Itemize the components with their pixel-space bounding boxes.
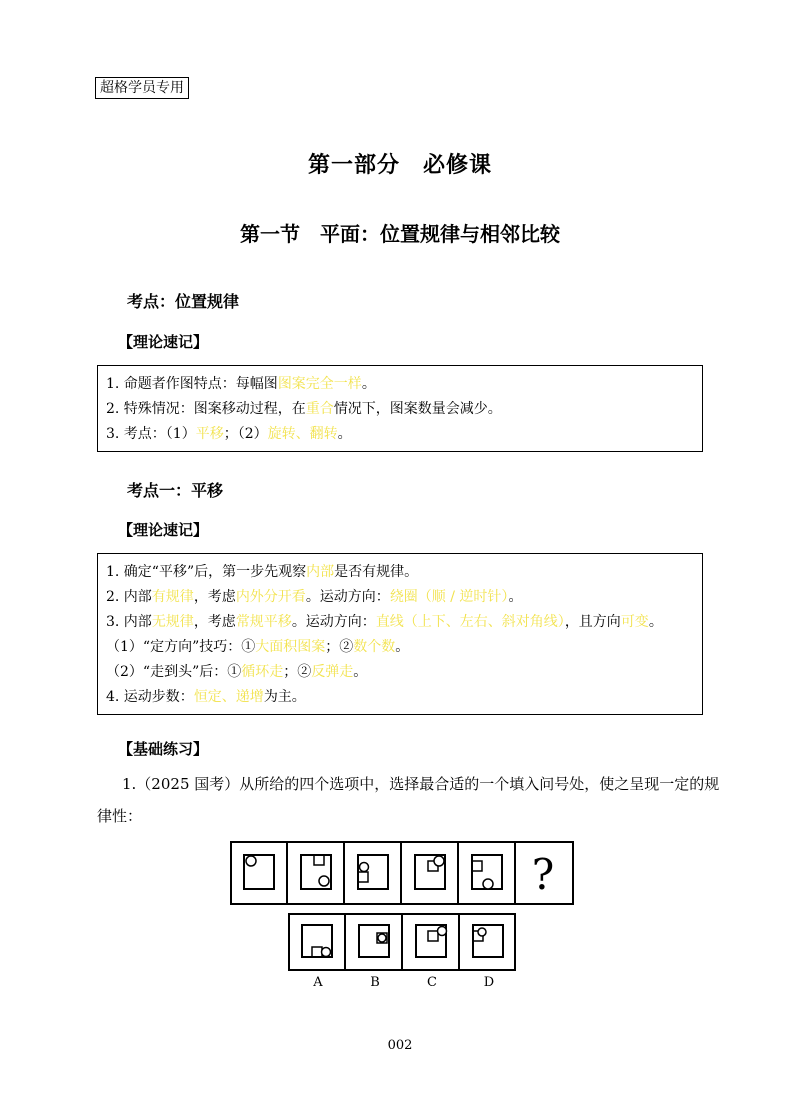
option-a-label: A	[313, 975, 323, 990]
notes-text: 。	[353, 664, 368, 680]
notes-text: 2. 特殊情况：图案移动过程，在	[106, 401, 306, 417]
notes-text: 。运动方向：	[305, 589, 390, 605]
highlighted-text: 图案完全一样	[277, 376, 362, 392]
notes-text: 。	[395, 639, 410, 655]
notes-text: 。	[361, 376, 376, 392]
highlighted-text: 旋转、翻转	[267, 426, 338, 442]
notes-line	[106, 372, 694, 397]
highlighted-text: 常规平移	[235, 614, 292, 630]
highlighted-text: 循环走	[241, 664, 284, 680]
highlighted-text: 绕圈（顺 / 逆时针）	[389, 589, 509, 605]
topic-notes-label: 【理论速记】	[118, 333, 209, 351]
highlighted-text: 重合	[305, 401, 334, 417]
highlighted-text: 反弹走	[311, 664, 354, 680]
notes-text: 1. 命题者作图特点：每幅图	[106, 376, 278, 392]
notes-text: 。运动方向：	[291, 614, 376, 630]
highlighted-text: 平移	[195, 426, 224, 442]
topic-title: 考点：位置规律	[127, 292, 240, 311]
notes-line	[106, 610, 694, 635]
notes-text: ，考虑	[193, 589, 236, 605]
notes-text: ；②	[325, 639, 354, 655]
option-b-figure	[359, 925, 389, 957]
options-figure	[288, 913, 516, 971]
notes-line	[106, 685, 694, 710]
option-b-label: B	[370, 975, 380, 990]
notes-text: ；（2）	[223, 426, 268, 442]
option-a-figure	[302, 925, 332, 957]
notes-text: ，考虑	[193, 614, 236, 630]
notes-text: 。	[508, 589, 523, 605]
section-title: 第一节 平面：位置规律与相邻比较	[240, 222, 560, 246]
page-number: 002	[387, 1038, 413, 1053]
notes-text: 情况下，图案数量会减少。	[333, 401, 502, 417]
notes-text: 4. 运动步数：	[106, 689, 194, 705]
sequence-cell-1	[244, 855, 274, 889]
highlighted-text: 直线（上下、左右、斜对角线）	[375, 614, 565, 630]
notes-text: 3. 考点：（1）	[106, 426, 196, 442]
notes-line	[106, 422, 694, 447]
option-c-figure	[416, 925, 447, 957]
highlighted-text: 大面积图案	[255, 639, 326, 655]
sequence-cell-5	[472, 855, 502, 889]
option-d-figure	[473, 925, 503, 957]
highlighted-text: 无规律	[151, 614, 194, 630]
sequence-cell-4	[415, 855, 445, 889]
notes-text: （1）“定方向”技巧：①	[106, 639, 256, 655]
highlighted-text: 有规律	[151, 589, 194, 605]
notes-text: 为主。	[263, 689, 306, 705]
highlighted-text: 数个数	[353, 639, 396, 655]
option-d-label: D	[483, 975, 495, 990]
highlighted-text: 可变	[620, 614, 649, 630]
topic-notes-box	[97, 365, 703, 452]
notes-line	[106, 397, 694, 422]
highlighted-text: 恒定、递增	[193, 689, 264, 705]
notes-line	[106, 660, 694, 685]
notes-text: 。	[648, 614, 663, 630]
question-line-2: 律性：	[97, 807, 143, 825]
header-tag: 超格学员专用	[95, 77, 189, 99]
question-line-1: 1.（2025 国考）从所给的四个选项中，选择最合适的一个填入问号处，使之呈现一定的规	[122, 775, 720, 793]
question-sequence-figure	[230, 841, 574, 905]
practice-label: 【基础练习】	[118, 740, 209, 758]
notes-text: 3. 内部	[106, 614, 152, 630]
subtopic-notes-label: 【理论速记】	[118, 521, 209, 539]
sequence-cell-3	[358, 855, 388, 889]
part-title: 第一部分 必修课	[307, 152, 492, 178]
notes-text: ，且方向	[564, 614, 621, 630]
notes-line	[106, 560, 694, 585]
highlighted-text: 内部	[306, 564, 335, 580]
notes-line	[106, 585, 694, 610]
notes-text: 。	[337, 426, 352, 442]
question-mark: ?	[531, 850, 555, 899]
notes-text: ；②	[283, 664, 312, 680]
notes-text: （2）“走到头”后：①	[106, 664, 242, 680]
notes-line	[106, 635, 694, 660]
notes-text: 2. 内部	[106, 589, 152, 605]
option-c-label: C	[427, 975, 437, 990]
notes-text: 1. 确定“平移”后，第一步先观察	[106, 564, 307, 580]
highlighted-text: 内外分开看	[235, 589, 306, 605]
sequence-cell-2	[301, 855, 331, 889]
subtopic-notes-box	[97, 553, 703, 715]
subtopic-title: 考点一：平移	[127, 481, 224, 500]
notes-text: 是否有规律。	[334, 564, 419, 580]
